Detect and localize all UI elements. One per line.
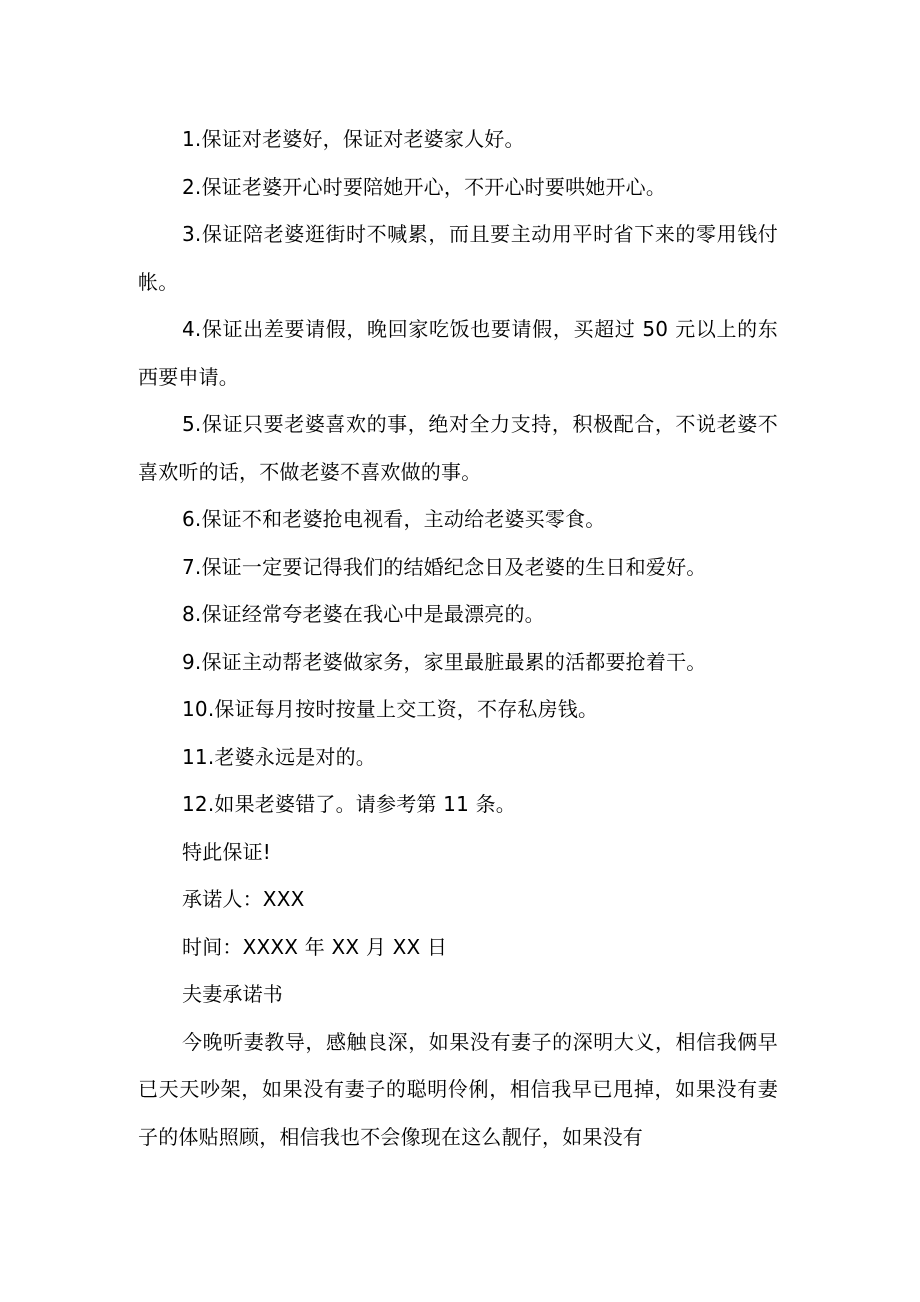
- date-line: 时间：XXXX 年 XX 月 XX 日: [182, 934, 448, 959]
- section-title: 夫妻承诺书: [182, 982, 283, 1006]
- promise-item-9: 9.保证主动帮老婆做家务，家里最脏最累的活都要抢着干。: [182, 649, 707, 674]
- promise-item-8: 8.保证经常夸老婆在我心中是最漂亮的。: [182, 602, 545, 626]
- promise-item-12: 12.如果老婆错了。请参考第 11 条。: [182, 792, 516, 816]
- promise-item-6: 6.保证不和老婆抢电视看，主动给老婆买零食。: [182, 507, 606, 531]
- promise-item-4: 4.保证出差要请假，晚回家吃饭也要请假，买超过 50 元以上的东西要申请。: [138, 317, 778, 389]
- promise-item-1: 1.保证对老婆好，保证对老婆家人好。: [182, 127, 525, 151]
- promise-item-11: 11.老婆永远是对的。: [182, 744, 377, 769]
- document-body: [138, 116, 778, 1161]
- promise-item-3: 3.保证陪老婆逛街时不喊累，而且要主动用平时省下来的零用钱付帐。: [138, 222, 778, 294]
- promise-item-5: 5.保证只要老婆喜欢的事，绝对全力支持，积极配合，不说老婆不喜欢听的话，不做老婆不喜欢做的事。: [138, 412, 778, 484]
- body-paragraph: 今晚听妻教导，感触良深，如果没有妻子的深明大义，相信我俩早已天天吵架，如果没有妻子的聪明伶俐，相信我早已甩掉，如果没有妻子的体贴照顾，相信我也不会像现在这么靓仔，如果没有: [138, 1029, 778, 1149]
- promisor-line: 承诺人：XXX: [182, 887, 305, 911]
- promise-item-7: 7.保证一定要记得我们的结婚纪念日及老婆的生日和爱好。: [182, 554, 707, 579]
- closing-statement: 特此保证!: [182, 839, 272, 864]
- promise-item-2: 2.保证老婆开心时要陪她开心，不开心时要哄她开心。: [182, 174, 667, 199]
- promise-item-10: 10.保证每月按时按量上交工资，不存私房钱。: [182, 697, 599, 721]
